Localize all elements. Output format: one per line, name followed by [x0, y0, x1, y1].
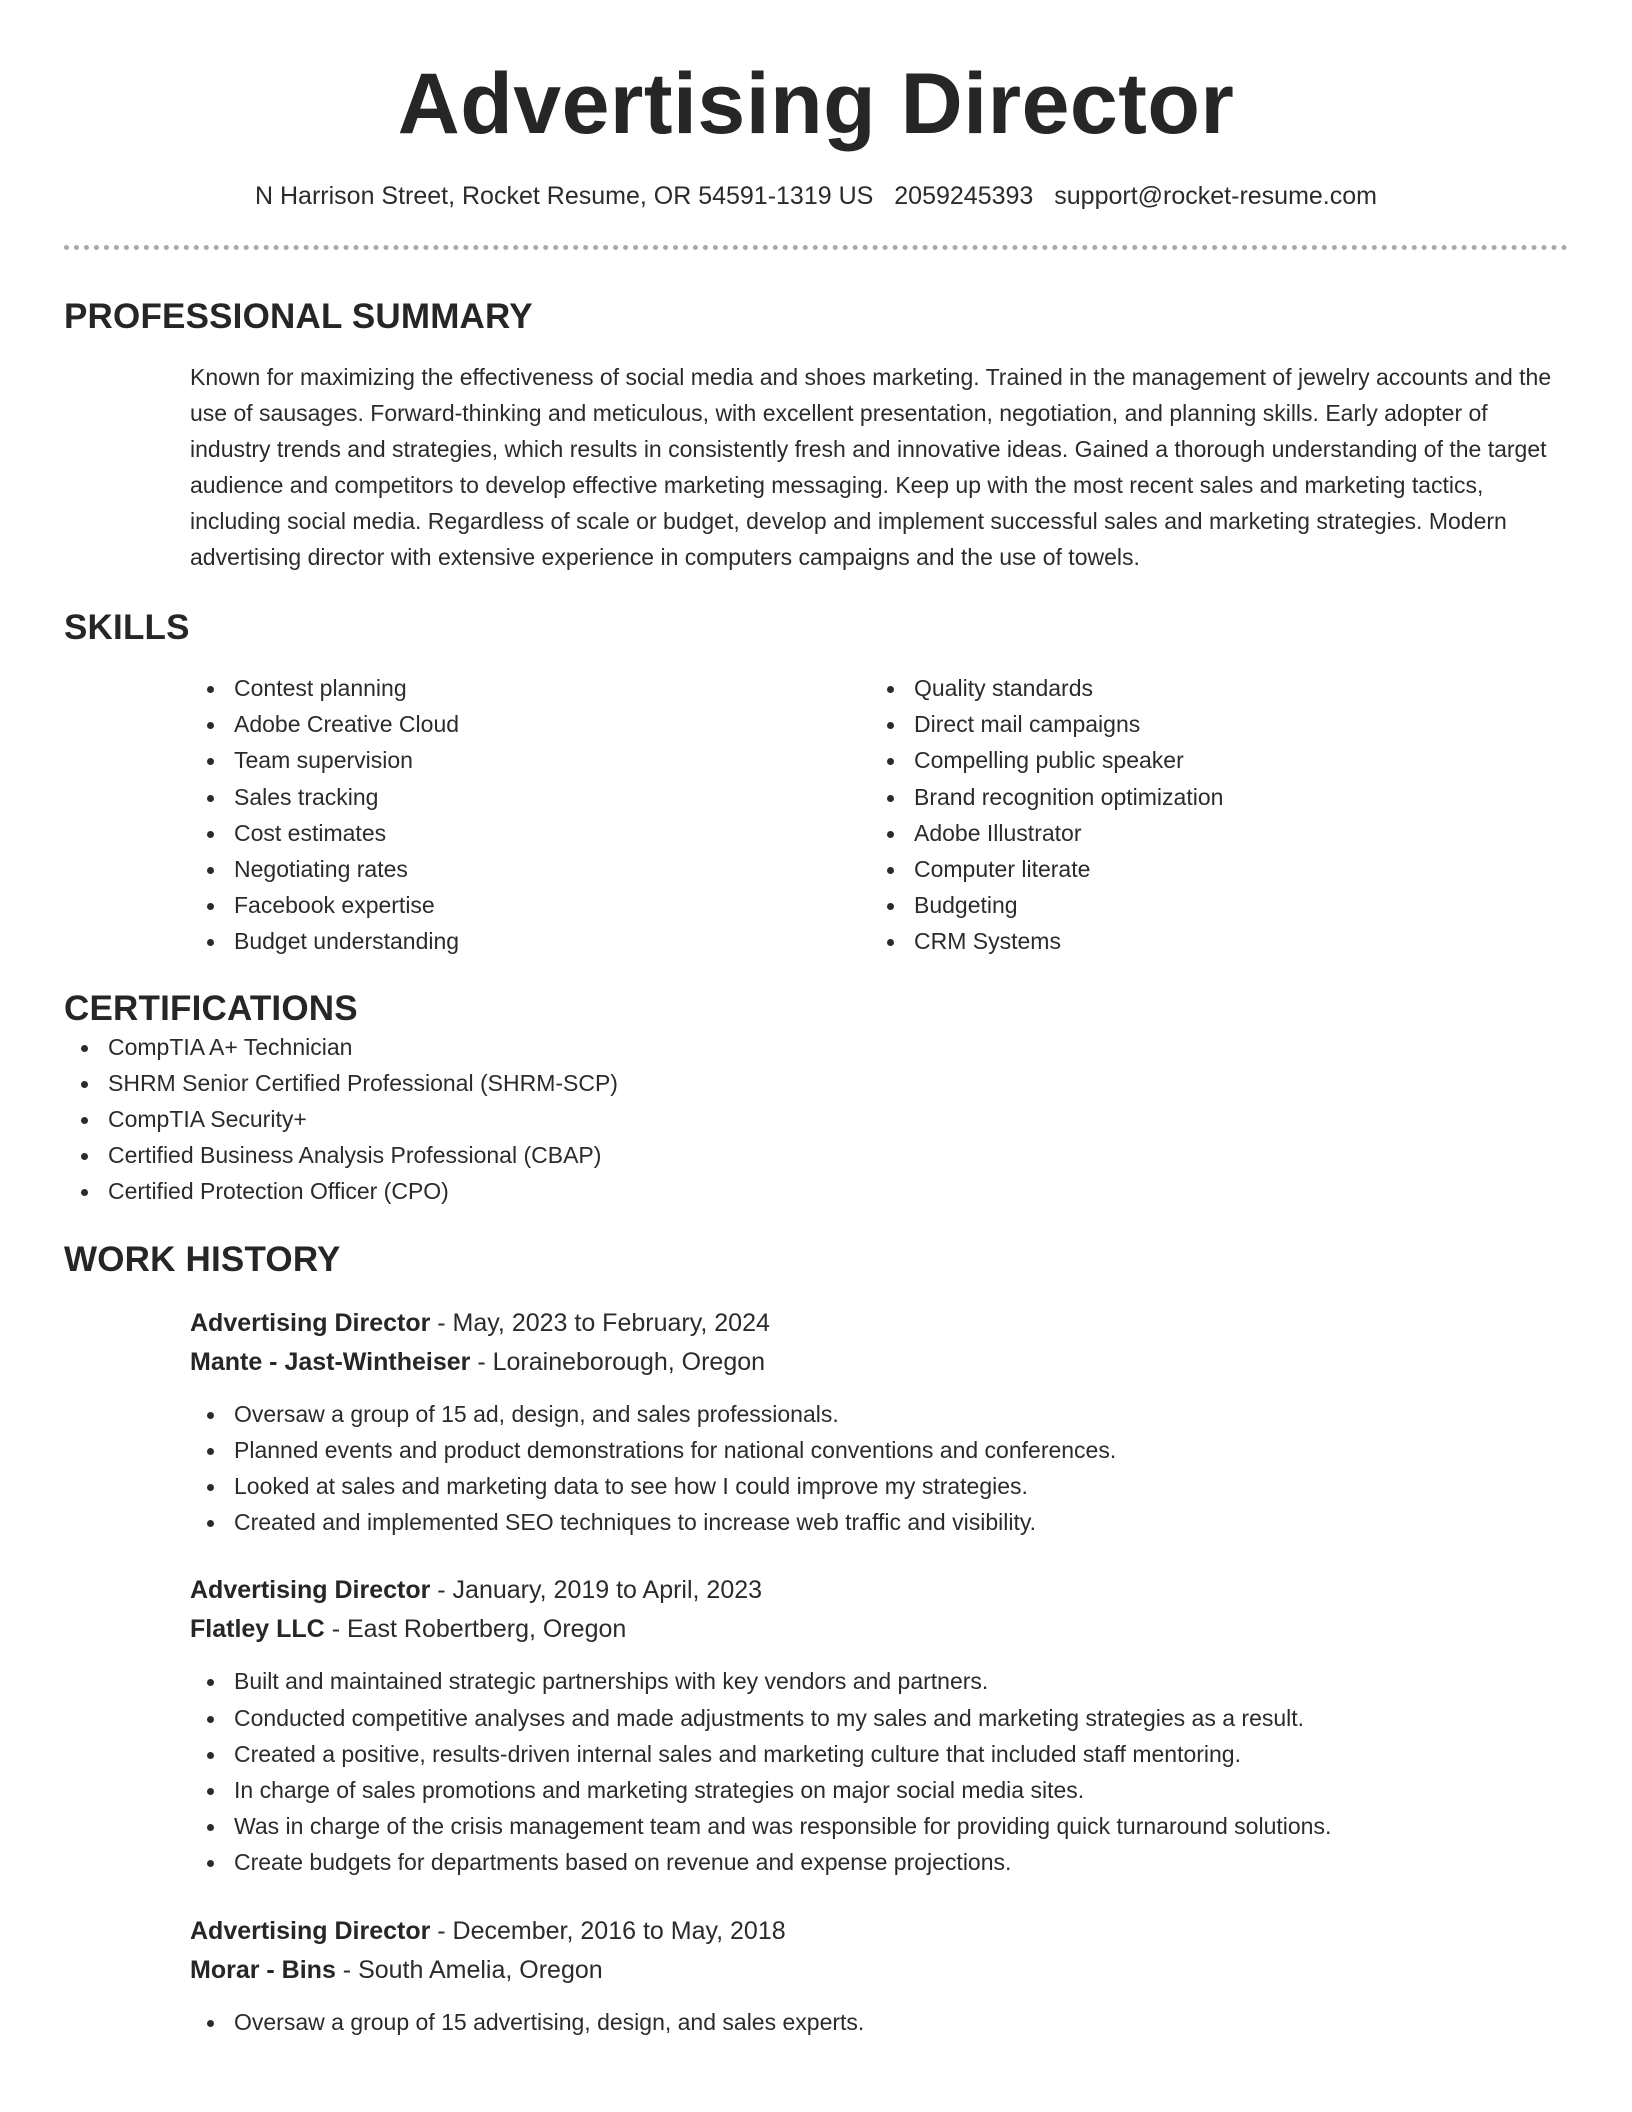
skill-item: Facebook expertise: [190, 887, 870, 923]
job-dates: - December, 2016 to May, 2018: [430, 1916, 786, 1945]
job-location: - East Robertberg, Oregon: [324, 1615, 627, 1644]
job-duty: In charge of sales promotions and marketing strategies on major social media sites.: [190, 1772, 1568, 1808]
skill-item: Direct mail campaigns: [870, 706, 1550, 742]
job-duty: Planned events and product demonstrations for national conventions and conferences.: [190, 1432, 1568, 1468]
job-duty: Built and maintained strategic partnerships with key vendors and partners.: [190, 1663, 1568, 1699]
contact-email: support@rocket-resume.com: [1054, 182, 1377, 210]
skill-item: Contest planning: [190, 670, 870, 706]
job-company-line: [190, 1610, 1568, 1649]
job-dates: - May, 2023 to February, 2024: [430, 1308, 770, 1337]
summary-text: Known for maximizing the effectiveness of social media and shoes marketing. Trained in the management of jewelry accounts and the use of sausages. Forward-thinking and meticulous, with excellent presentation, negotiation, and planning skills. Early adopter of industry trends and strategies, which results in consistently fresh and innovative ideas. Gained a thorough understanding of the target audience and competitors to develop effective marketing messaging. Keep up with the most recent sales and marketing tactics, including social media. Regardless of scale or budget, develop and implement successful sales and marketing strategies. Modern advertising director with extensive experience in computers campaigns and the use of towels.: [190, 364, 1552, 570]
resume-name: Advertising Director: [397, 56, 1235, 152]
job-duty: Looked at sales and marketing data to see how I could improve my strategies.: [190, 1468, 1568, 1504]
job-duty: Oversaw a group of 15 ad, design, and sales professionals.: [190, 1396, 1568, 1432]
job-duty: Oversaw a group of 15 advertising, design, and sales experts.: [190, 2004, 1568, 2040]
job-role: Advertising Director: [190, 1576, 431, 1605]
job-duties: [190, 1663, 1568, 1880]
skills-columns: [190, 670, 1568, 960]
job-role: Advertising Director: [190, 1916, 431, 1945]
job-company-line: [190, 1951, 1568, 1990]
section-title-skills: SKILLS: [64, 608, 190, 647]
certification-item: Certified Protection Officer (CPO): [64, 1173, 1568, 1209]
certifications-list: [64, 1029, 1568, 1210]
certification-item: SHRM Senior Certified Professional (SHRM-SCP): [64, 1065, 1568, 1101]
certification-item: CompTIA Security+: [64, 1101, 1568, 1137]
contact-line: [64, 180, 1568, 212]
job-duty: Conducted competitive analyses and made adjustments to my sales and marketing strategies as a result.: [190, 1700, 1568, 1736]
section-title-work-history: WORK HISTORY: [64, 1239, 341, 1279]
contact-address: N Harrison Street, Rocket Resume, OR 54591-1319 US: [255, 182, 874, 210]
skill-item: Negotiating rates: [190, 851, 870, 887]
skill-item: Sales tracking: [190, 779, 870, 815]
job-location: - Loraineborough, Oregon: [470, 1347, 766, 1376]
header-divider: [64, 245, 1568, 250]
job-location: - South Amelia, Oregon: [335, 1955, 603, 1984]
section-title-certifications: CERTIFICATIONS: [64, 988, 358, 1028]
job-duty: Created a positive, results-driven internal sales and marketing culture that included staff mentoring.: [190, 1736, 1568, 1772]
job-company: Flatley LLC: [190, 1615, 325, 1644]
skill-item: Quality standards: [870, 670, 1550, 706]
skill-item: Adobe Creative Cloud: [190, 706, 870, 742]
skill-item: Adobe Illustrator: [870, 815, 1550, 851]
job-title-line: [190, 1304, 1568, 1343]
job-title-line: [190, 1912, 1568, 1951]
skill-item: Budgeting: [870, 887, 1550, 923]
contact-phone: 2059245393: [894, 182, 1034, 210]
job-company-line: [190, 1343, 1568, 1382]
job-title-line: [190, 1571, 1568, 1610]
skill-item: Brand recognition optimization: [870, 779, 1550, 815]
skill-item: Cost estimates: [190, 815, 870, 851]
skill-item: Team supervision: [190, 742, 870, 778]
job-role: Advertising Director: [190, 1308, 431, 1337]
skills-list-left: [190, 670, 870, 960]
job-entry: [190, 1571, 1568, 1880]
job-entry: [190, 1304, 1568, 1541]
job-duties: [190, 1396, 1568, 1541]
skill-item: Computer literate: [870, 851, 1550, 887]
job-entry: [190, 1912, 1568, 2040]
skill-item: Budget understanding: [190, 923, 870, 959]
job-company: Mante - Jast-Wintheiser: [190, 1347, 471, 1376]
job-duties: [190, 2004, 1568, 2040]
job-duty: Was in charge of the crisis management team and was responsible for providing quick turnaround solutions.: [190, 1808, 1568, 1844]
certification-item: Certified Business Analysis Professional (CBAP): [64, 1137, 1568, 1173]
skill-item: CRM Systems: [870, 923, 1550, 959]
job-duty: Created and implemented SEO techniques to increase web traffic and visibility.: [190, 1504, 1568, 1540]
skills-list-right: [870, 670, 1550, 960]
certification-item: CompTIA A+ Technician: [64, 1029, 1568, 1065]
section-title-summary: PROFESSIONAL SUMMARY: [64, 297, 533, 336]
job-dates: - January, 2019 to April, 2023: [430, 1576, 763, 1605]
job-company: Morar - Bins: [190, 1955, 336, 1984]
skill-item: Compelling public speaker: [870, 742, 1550, 778]
job-duty: Create budgets for departments based on revenue and expense projections.: [190, 1844, 1568, 1880]
